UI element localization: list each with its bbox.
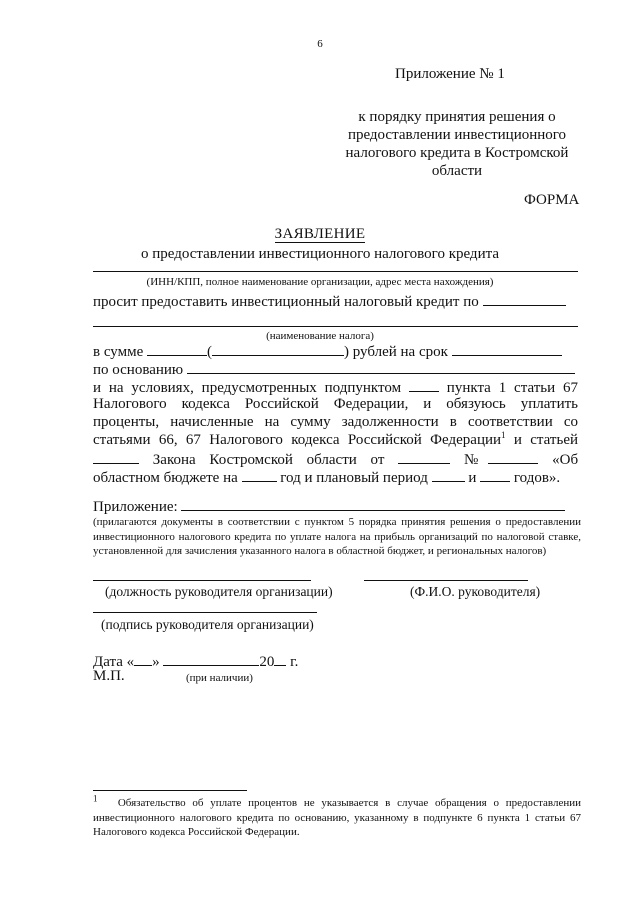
request-label: просит предоставить инвестиционный налоговый кредит по: [93, 294, 479, 310]
law-number-field[interactable]: [488, 449, 538, 464]
subpoint-field[interactable]: [409, 377, 439, 392]
conditions-text: №: [463, 452, 489, 468]
plan-year-1-field[interactable]: [432, 467, 465, 482]
name-hint: (Ф.И.О. руководителя): [410, 584, 541, 599]
tax-field-line[interactable]: [93, 326, 578, 327]
signature-hint: (подпись руководителя организации): [101, 617, 314, 632]
sum-digits-field[interactable]: [147, 341, 207, 356]
document-title: [0, 226, 640, 243]
date-quote: »: [152, 654, 160, 670]
conditions-text: «Об: [552, 452, 579, 468]
conditions-text: Закона Костромской области от: [152, 452, 385, 468]
conditions-text: и: [468, 470, 477, 486]
attachment-note: (прилагаются документы в соответствии с пунктом 5 порядка принятия решения о предоставлении инвестиционного налогового кредита по уплате налога на прибыль организаций по налоговой ставке, установленной для зачисления указанного налога в областной бюджет, и региональных налогов): [93, 516, 581, 557]
term-field[interactable]: [452, 341, 562, 356]
attachment-label: Приложение:: [93, 499, 178, 515]
footnote-mark: 1: [93, 793, 98, 804]
date-year-field[interactable]: [274, 651, 286, 666]
basis-line: [93, 359, 575, 379]
conditions-line-3: проценты, начисленные на сумму задолженности в соответствии со: [93, 414, 578, 430]
date-label: Дата «: [93, 654, 135, 670]
organization-field-line[interactable]: [93, 271, 578, 272]
sum-label: в сумме: [93, 344, 144, 360]
footnote: [93, 793, 581, 840]
position-field-line[interactable]: [93, 580, 311, 581]
seal-label: М.П.: [93, 668, 125, 684]
date-year-suffix: г.: [290, 654, 299, 670]
law-date-field[interactable]: [398, 449, 450, 464]
date-year-prefix: 20: [259, 654, 275, 670]
conditions-line-2: Налогового кодекса Российской Федерации, и обязуюсь уплатить: [93, 396, 578, 412]
appendix-body: к порядку принятия решения о предоставлении инвестиционного налогового кредита в Костромской области: [345, 109, 569, 179]
conditions-text: пункта 1 статьи 67: [446, 380, 578, 396]
seal-hint: (при наличии): [186, 672, 253, 684]
page-number: 6: [317, 38, 323, 50]
plan-year-2-field[interactable]: [480, 467, 510, 482]
basis-field[interactable]: [187, 359, 575, 374]
signature-field-line[interactable]: [93, 612, 317, 613]
conditions-line-6: [93, 467, 578, 487]
conditions-line-4: [93, 431, 578, 449]
footnote-separator: [93, 790, 247, 791]
date-month-field[interactable]: [163, 651, 259, 666]
tax-hint: (наименование налога): [266, 330, 374, 342]
attachment-line: [93, 496, 565, 516]
document-subtitle: о предоставлении инвестиционного налогового кредита: [140, 246, 499, 262]
conditions-text: областном бюджете на: [93, 470, 238, 486]
conditions-text: статьями 66, 67 Налогового кодекса Российской Федерации: [93, 432, 502, 448]
conditions-text: год и плановый период: [280, 470, 428, 486]
conditions-line-1: [93, 377, 578, 397]
tax-name-field[interactable]: [483, 291, 566, 306]
sum-line: [93, 341, 562, 361]
footnote-ref: 1: [501, 430, 506, 440]
conditions-text: и статьей: [513, 432, 579, 448]
paren-open: (: [207, 344, 212, 360]
title-text: ЗАЯВЛЕНИЕ: [274, 226, 366, 242]
conditions-line-5: [93, 449, 578, 469]
attachment-field[interactable]: [181, 496, 565, 511]
date-day-field[interactable]: [134, 651, 152, 666]
footnote-text: Обязательство об уплате процентов не указывается в случае обращения о предоставлении инвестиционного налогового кредита по основанию, указанному в подпункте 6 пункта 1 статьи 67 Налогового кодекса Российской Федерации.: [93, 797, 581, 838]
basis-label: по основанию: [93, 362, 184, 378]
appendix-number: Приложение № 1: [395, 66, 505, 82]
law-article-field[interactable]: [93, 449, 139, 464]
sum-words-field[interactable]: [212, 341, 344, 356]
conditions-text: и на условиях, предусмотренных подпунктом: [93, 380, 402, 396]
request-text: [93, 291, 566, 311]
inn-hint: (ИНН/КПП, полное наименование организации, адрес места нахождения): [146, 276, 494, 288]
conditions-text: годов».: [513, 470, 561, 486]
form-label: ФОРМА: [524, 192, 580, 208]
budget-year-field[interactable]: [242, 467, 277, 482]
name-field-line[interactable]: [364, 580, 528, 581]
position-hint: (должность руководителя организации): [105, 584, 333, 599]
term-label: ) рублей на срок: [344, 344, 448, 360]
